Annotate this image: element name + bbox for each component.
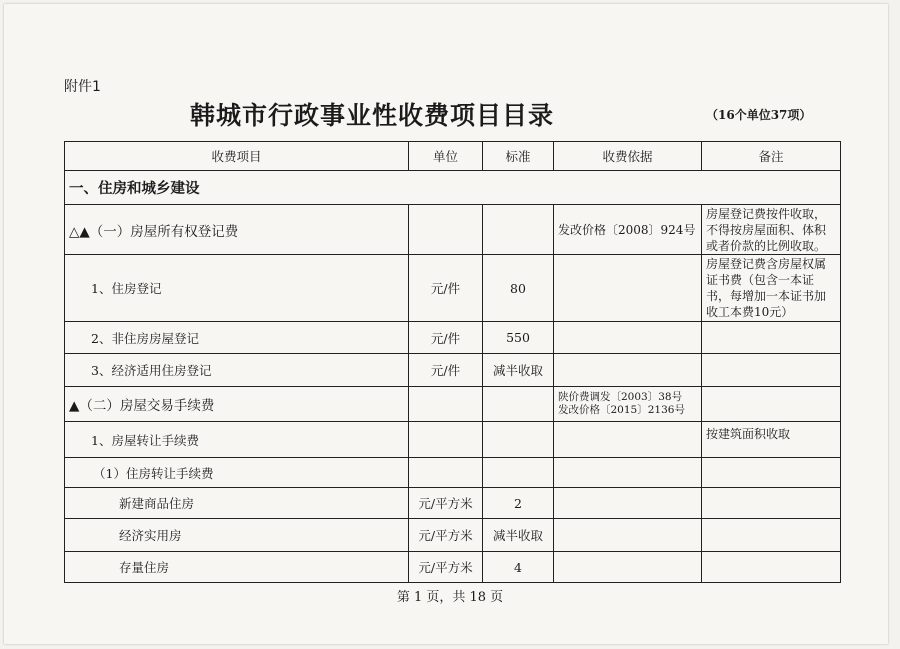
- standard-cell: 减半收取: [483, 519, 554, 552]
- unit-cell: 元/平方米: [409, 519, 483, 552]
- basis-cell: [554, 488, 702, 519]
- unit-cell: 元/件: [409, 354, 483, 387]
- section-title: 一、住房和城乡建设: [65, 171, 841, 205]
- fee-item-cell: 1、房屋转让手续费: [65, 422, 409, 458]
- basis-cell: [554, 519, 702, 552]
- unit-cell: [409, 458, 483, 488]
- standard-cell: 4: [483, 552, 554, 583]
- basis-cell: 发改价格〔2008〕924号: [554, 205, 702, 255]
- unit-cell: 元/件: [409, 255, 483, 322]
- column-header-note: 备注: [702, 142, 841, 171]
- note-cell: [702, 458, 841, 488]
- page-number: 第 1 页，共 18 页: [396, 590, 504, 605]
- basis-cell: [554, 458, 702, 488]
- unit-cell: 元/件: [409, 322, 483, 354]
- fee-item-cell: △▲（一）房屋所有权登记费: [65, 205, 409, 255]
- standard-cell: 550: [483, 322, 554, 354]
- basis-cell: [554, 255, 702, 322]
- basis-cell: [554, 552, 702, 583]
- fee-item-cell: 存量住房: [65, 552, 409, 583]
- column-header-standard: 标准: [483, 142, 554, 171]
- note-cell: [702, 387, 841, 422]
- column-header-unit: 单位: [409, 142, 483, 171]
- basis-cell: [554, 322, 702, 354]
- note-cell: [702, 322, 841, 354]
- standard-cell: [483, 458, 554, 488]
- standard-cell: 2: [483, 488, 554, 519]
- note-cell: [702, 354, 841, 387]
- fee-item-cell: ▲（二）房屋交易手续费: [65, 387, 409, 422]
- note-cell: [702, 552, 841, 583]
- note-cell: 按建筑面积收取: [702, 422, 841, 458]
- table-row: [65, 255, 841, 322]
- section-row: [65, 171, 841, 205]
- basis-line-2: 发改价格〔2015〕2136号: [558, 404, 685, 416]
- table-row: [65, 488, 841, 519]
- unit-item-count: （16个单位37项）: [706, 108, 812, 122]
- table-row: [65, 205, 841, 255]
- table-row: [65, 422, 841, 458]
- standard-cell: [483, 205, 554, 255]
- note-cell: 房屋登记费按件收取，不得按房屋面积、体积或者价款的比例收取。: [702, 205, 841, 255]
- note-cell: 房屋登记费含房屋权属证书费（包含一本证书，每增加一本证书加收工本费10元）: [702, 255, 841, 322]
- attachment-label: 附件1: [64, 79, 101, 95]
- fee-item-cell: 2、非住房房屋登记: [65, 322, 409, 354]
- basis-line-1: 陕价费调发〔2003〕38号: [558, 391, 683, 403]
- fee-item-cell: （1）住房转让手续费: [65, 458, 409, 488]
- standard-cell: [483, 387, 554, 422]
- document-title: 韩城市行政事业性收费项目目录: [190, 101, 555, 130]
- standard-cell: 减半收取: [483, 354, 554, 387]
- table-row: [65, 519, 841, 552]
- column-header-basis: 收费依据: [554, 142, 702, 171]
- table-row: [65, 387, 841, 422]
- unit-cell: [409, 387, 483, 422]
- basis-cell: [554, 354, 702, 387]
- basis-cell: [554, 422, 702, 458]
- table-row: [65, 354, 841, 387]
- unit-cell: 元/平方米: [409, 552, 483, 583]
- table-row: [65, 552, 841, 583]
- fee-item-cell: 1、住房登记: [65, 255, 409, 322]
- unit-cell: 元/平方米: [409, 488, 483, 519]
- column-header-item: 收费项目: [65, 142, 409, 171]
- standard-cell: 80: [483, 255, 554, 322]
- unit-cell: [409, 422, 483, 458]
- fee-item-cell: 经济实用房: [65, 519, 409, 552]
- unit-cell: [409, 205, 483, 255]
- standard-cell: [483, 422, 554, 458]
- table-row: [65, 458, 841, 488]
- table-row: [65, 322, 841, 354]
- note-cell: [702, 519, 841, 552]
- fee-item-cell: 3、经济适用住房登记: [65, 354, 409, 387]
- basis-cell: [554, 387, 702, 422]
- fee-item-cell: 新建商品住房: [65, 488, 409, 519]
- note-cell: [702, 488, 841, 519]
- fee-items-table: [64, 141, 841, 583]
- table-header-row: [65, 142, 841, 171]
